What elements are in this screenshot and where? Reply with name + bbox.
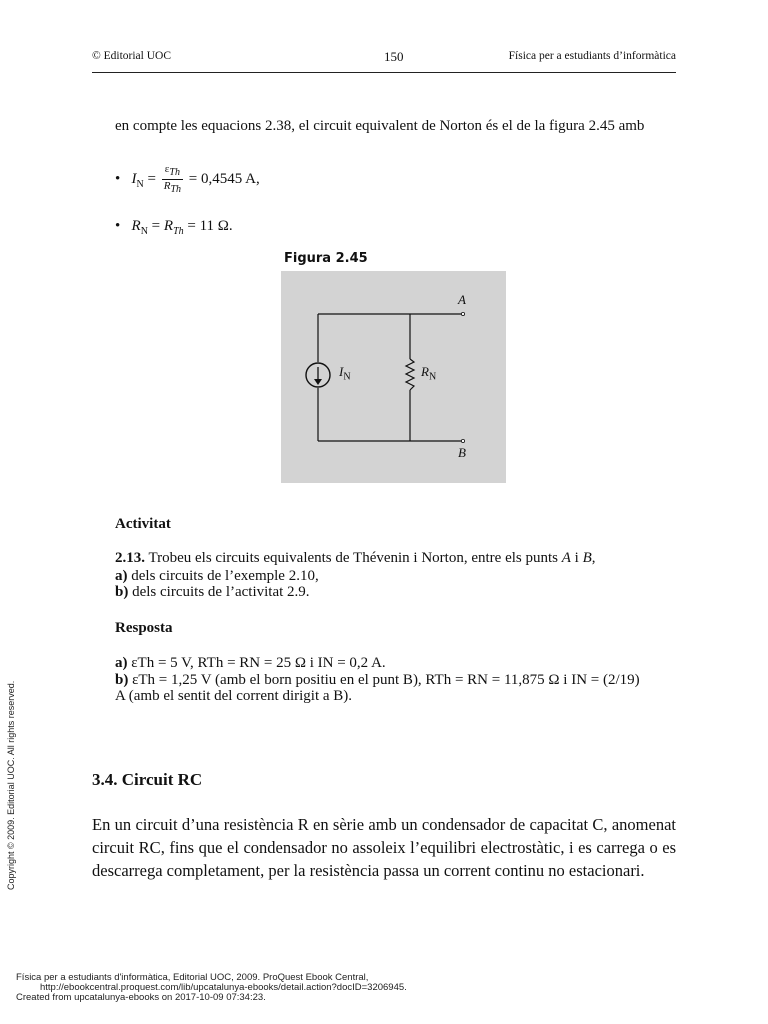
side-copyright: Copyright © 2009. Editorial UOC. All rights reserved. <box>6 680 16 890</box>
section-paragraph: En un circuit d’una resistència R en sèrie amb un condensador de capacitat C, anomenat circuit RC, fins que el condensador no assoleix l’equilibri electrostàtic, i es carrega o es descarrega completament, per la resistència passa un corrent continu no estacionari. <box>92 815 676 880</box>
bullet-norton-resistance <box>115 218 233 237</box>
footer-citation-url: http://ebookcentral.proquest.com/lib/upcatalunya-ebooks/detail.action?docID=3206945. <box>40 982 407 993</box>
current-symbol: I <box>131 171 137 188</box>
activity-statement <box>115 548 695 568</box>
item-b-label: b) <box>115 584 129 600</box>
emf-symbol: ε <box>164 163 170 175</box>
header-book-title: Física per a estudiants d’informàtica <box>508 50 676 62</box>
point-b: B <box>582 550 592 566</box>
figure-label: Figura 2.45 <box>284 251 368 266</box>
equals-sign: = <box>151 218 164 234</box>
item-b-text: dels circuits de l’activitat 2.9. <box>128 584 310 600</box>
header-publisher: © Editorial UOC <box>92 50 172 62</box>
resistor-subscript: N <box>428 371 437 383</box>
rth-subscript: Th <box>173 226 184 237</box>
resistor-label <box>421 364 436 383</box>
resistance-value: = 11 Ω. <box>187 218 233 234</box>
answer-title: Resposta <box>115 620 173 636</box>
footer-citation-line1: Física per a estudiants d'informàtica, Editorial UOC, 2009. ProQuest Ebook Central, <box>16 972 369 983</box>
activity-and: i <box>570 550 583 566</box>
activity-item-b <box>115 582 310 602</box>
emf-subscript: Th <box>169 167 180 179</box>
resistor-symbol: R <box>421 364 429 379</box>
fraction <box>162 163 183 196</box>
answer-b-continuation: A (amb el sentit del corrent dirigit a B). <box>115 688 353 704</box>
source-symbol: I <box>339 364 344 379</box>
norton-circuit-diagram <box>281 271 506 483</box>
activity-comma: , <box>591 550 596 566</box>
resistance-symbol: R <box>163 180 171 193</box>
activity-number: 2.13. <box>115 550 145 566</box>
current-subscript: N <box>136 179 144 191</box>
resistance-subscript: Th <box>170 184 182 196</box>
resistor-icon <box>406 359 414 390</box>
answer-b-text: εTh = 1,25 V (amb el born positiu en el punt B), RTh = RN = 11,875 Ω i IN = (2/19) <box>128 672 640 688</box>
terminal-b-icon <box>461 439 464 442</box>
source-subscript: N <box>343 371 351 383</box>
answer-a-label: a) <box>115 655 128 671</box>
header-rule <box>92 72 676 73</box>
activity-title: Activitat <box>115 516 171 532</box>
page-number: 150 <box>384 49 404 64</box>
rth-symbol: R <box>163 218 174 234</box>
terminal-a-label: A <box>458 292 466 307</box>
current-value: = 0,4545 A, <box>188 171 260 188</box>
equals-sign: = <box>147 171 160 188</box>
point-a: A <box>561 550 571 566</box>
bullet-dot: • <box>115 171 128 188</box>
rn-subscript: N <box>140 226 148 237</box>
footer-created: Created from upcatalunya-ebooks on 2017-10-09 07:34:23. <box>16 992 266 1003</box>
source-label <box>339 364 351 383</box>
bullet-dot: • <box>115 218 128 234</box>
item-a-label: a) <box>115 568 128 584</box>
bullet-norton-current <box>115 163 260 196</box>
activity-text: Trobeu els circuits equivalents de Thévenin i Norton, entre els punts <box>145 550 562 566</box>
item-a-text: dels circuits de l’exemple 2.10, <box>127 568 319 584</box>
terminal-a-icon <box>461 312 464 315</box>
section-heading: 3.4. Circuit RC <box>92 770 203 789</box>
answer-a-text: εTh = 5 V, RTh = RN = 25 Ω i IN = 0,2 A. <box>127 655 386 671</box>
terminal-b-label: B <box>458 445 466 460</box>
intro-paragraph: en compte les equacions 2.38, el circuit equivalent de Norton és el de la figura 2.45 amb <box>115 118 645 134</box>
rn-symbol: R <box>131 218 141 234</box>
answer-b-label: b) <box>115 672 129 688</box>
current-arrow-head-icon <box>314 379 322 385</box>
figure-circuit <box>281 271 506 483</box>
